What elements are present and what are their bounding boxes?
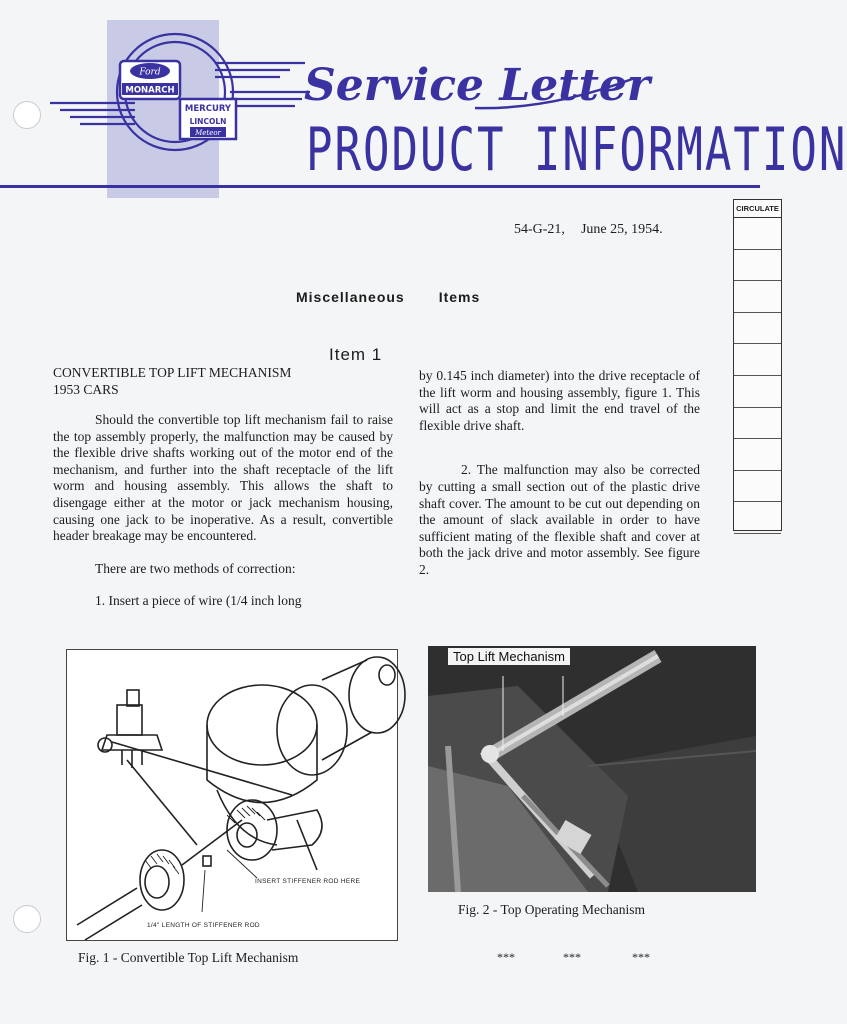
paragraph-3: 1. Insert a piece of wire (1/4 inch long [95, 593, 302, 609]
reference-date: June 25, 1954. [580, 222, 663, 237]
paragraph-5: 2. The malfunction may also be corrected by cutting a small section out of the plastic drive shaft cover. The amount to be cut out depending on the amount of slack available in order to have sufficient mating of the flexible shaft and cover at both the jack drive and motor assembly. See figure 2. [419, 462, 700, 577]
figure-2-label: Top Lift Mechanism [448, 648, 570, 665]
figure-1-illustration [66, 649, 398, 941]
topic-title [53, 364, 291, 398]
figure-1-length-label: 1/4" LENGTH OF STIFFENER ROD [147, 922, 260, 929]
circulate-row [734, 250, 781, 282]
figure-2-caption: Fig. 2 - Top Operating Mechanism [458, 902, 646, 917]
figure-1-insert-label: INSERT STIFFENER ROD HERE [255, 878, 361, 885]
punch-hole-bottom [13, 905, 41, 933]
section-title-word1: Miscellaneous [296, 289, 405, 305]
topic-title-line2: 1953 CARS [53, 382, 119, 397]
service-letter-text: Service Letter [304, 60, 651, 111]
section-title-word2: Items [438, 289, 481, 305]
item-heading: Item 1 [329, 345, 383, 364]
ford-lincoln-mercury-logo [40, 25, 310, 160]
circulate-rows [734, 218, 781, 534]
lift-mechanism-drawing [67, 650, 397, 940]
header-rule [0, 185, 760, 188]
reference-number: 54-G-21, [514, 222, 565, 237]
left-column [53, 412, 393, 610]
circulate-row [734, 471, 781, 503]
paragraph-2: There are two methods of correction: [95, 560, 296, 576]
figure-1-caption: Fig. 1 - Convertible Top Lift Mechanism [78, 950, 299, 965]
circulate-row [734, 344, 781, 376]
section-title [296, 289, 480, 305]
footer-stars-2: *** [563, 950, 581, 964]
top-operating-mechanism-photo [428, 646, 756, 892]
reference-line [514, 222, 663, 238]
circulate-box [733, 199, 782, 531]
circulate-row [734, 439, 781, 471]
product-information-title: PRODUCT INFORMATION [306, 115, 847, 185]
figure-2-photo [428, 646, 756, 892]
logo-meteor-text: Meteor [195, 129, 221, 137]
logo-ford-text: Ford [139, 67, 161, 78]
footer-stars-1: *** [497, 950, 515, 964]
circulate-row [734, 281, 781, 313]
right-column [419, 368, 700, 579]
circulate-label: CIRCULATE [734, 200, 781, 218]
topic-title-line1: CONVERTIBLE TOP LIFT MECHANISM [53, 365, 292, 380]
logo-lincoln-text: LINCOLN [189, 117, 227, 126]
circulate-row [734, 502, 781, 534]
circulate-row [734, 376, 781, 408]
footer-stars-3: *** [632, 950, 650, 964]
logo-monarch-text: MONARCH [125, 85, 175, 96]
punch-hole-top [13, 101, 41, 129]
circulate-row [734, 408, 781, 440]
paragraph-1: Should the convertible top lift mechanism fail to raise the top assembly properly, the malfunction may be caused by the flexible drive shafts working out of the motor end of the mechanism, and further into the shaft receptacle of the lift worm and housing assembly. This allows the shaft to disengage either at the motor or jack mechanism housing, causing one jack to be inoperative. As a result, convertible header breakage may be encountered. [53, 412, 393, 544]
circulate-row [734, 218, 781, 250]
paragraph-4: by 0.145 inch diameter) into the drive receptacle of the lift worm and housing assembly, figure 1. This will act as a stop and limit the end travel of the flexible drive shaft. [419, 368, 700, 433]
service-letter-script-title [300, 48, 651, 118]
logo-mercury-text: MERCURY [184, 104, 232, 114]
circulate-row [734, 313, 781, 345]
